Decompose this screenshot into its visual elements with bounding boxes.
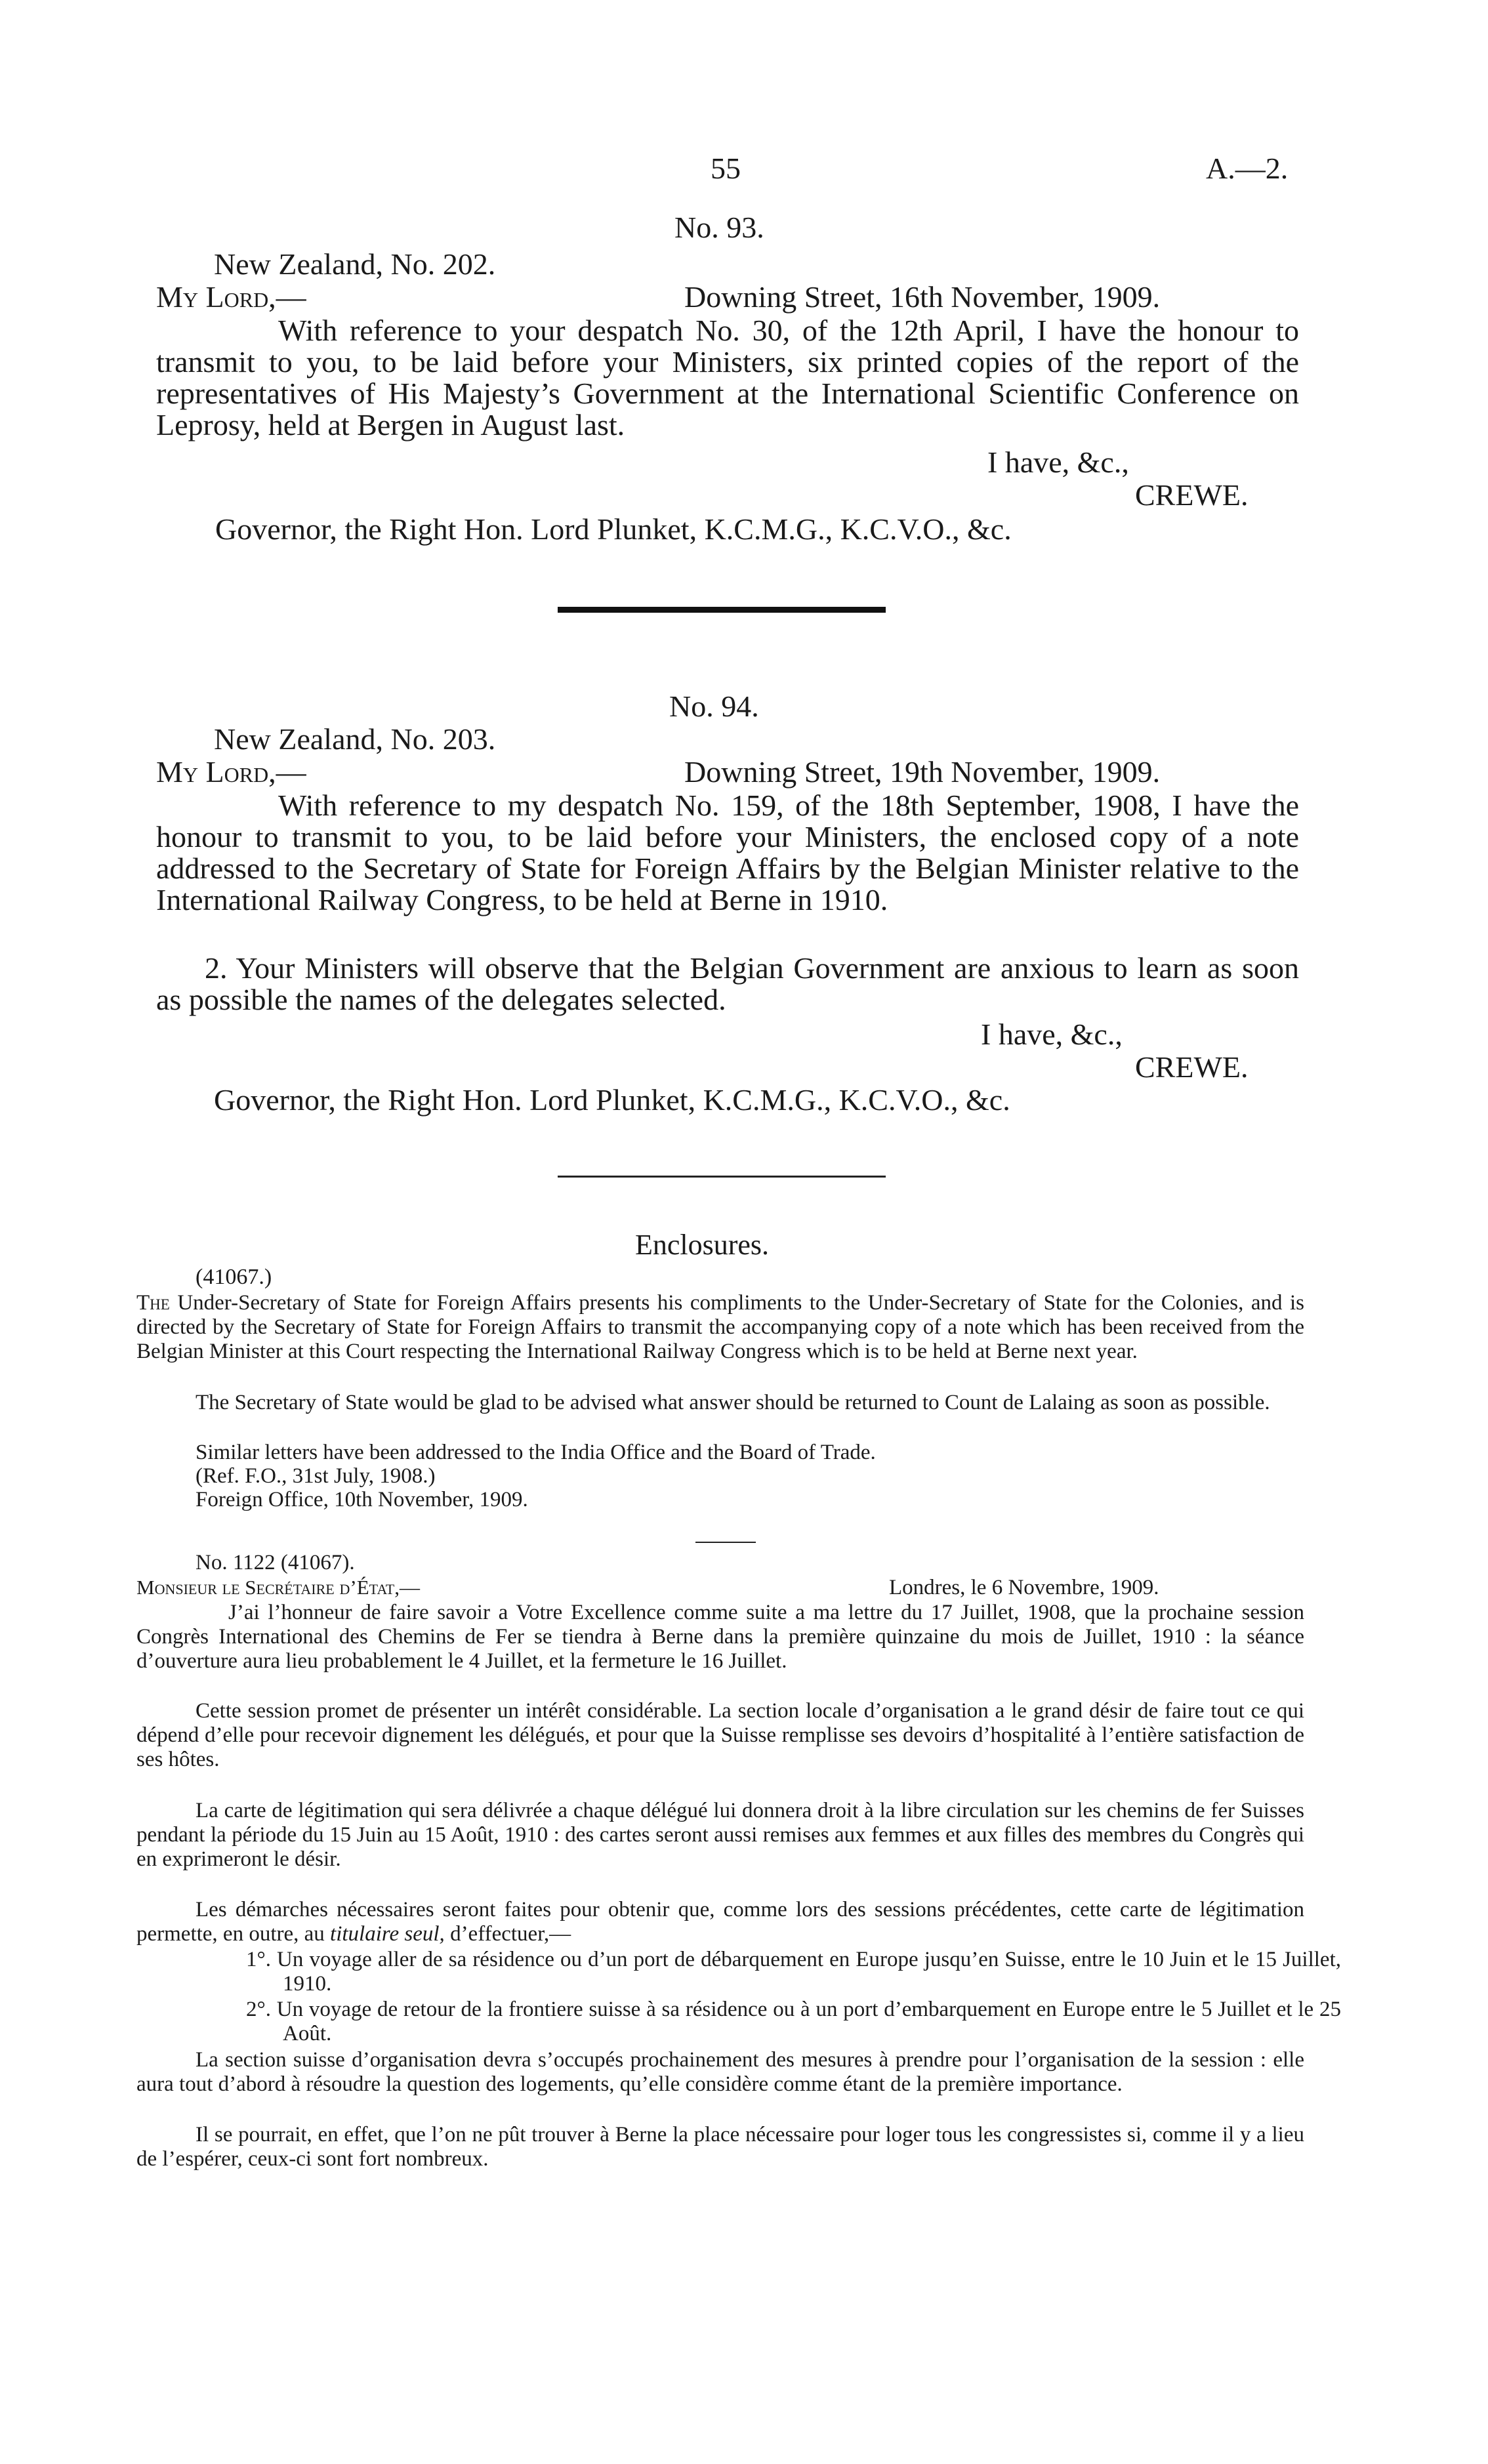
enclosure-2-list-item-1: 1°. Un voyage aller de sa résidence ou d’un port de débarquement en Europe jusqu’en Suisse, entre le 10 Juin et le 15 Juillet, 1910. bbox=[246, 1948, 1341, 1996]
enclosure-2-paragraph-1: J’ai l’honneur de faire savoir a Votre Excellence comme suite a ma lettre du 17 Juillet, 1908, que la prochaine session Congrès International des Chemins de Fer se tiendra à Berne dans la première quinzaine du mois de Juillet, 1910 : la séance d’ouverture aura lieu probablement le 4 Juillet, et la fermeture le 16 Juillet. bbox=[136, 1601, 1304, 1673]
divider-rule bbox=[558, 1176, 886, 1178]
letter-94-closing: I have, &c., bbox=[981, 1017, 1123, 1051]
letter-94-signature: CREWE. bbox=[1135, 1050, 1249, 1084]
enclosure-2-paragraph-4-end: d’effectuer,— bbox=[450, 1922, 571, 1946]
letter-93-closing: I have, &c., bbox=[987, 445, 1129, 479]
short-divider-rule bbox=[695, 1542, 756, 1543]
letter-94-ref: New Zealand, No. 203. bbox=[214, 722, 496, 756]
page-number: 55 bbox=[711, 152, 741, 185]
enclosure-1-paragraph-3: Similar letters have been addressed to the India Office and the Board of Trade. bbox=[196, 1441, 876, 1464]
enclosure-2-ref: No. 1122 (41067). bbox=[196, 1551, 355, 1574]
letter-93-addressee: Governor, the Right Hon. Lord Plunket, K.C.M.G., K.C.V.O., &c. bbox=[215, 512, 1012, 546]
enclosure-2-salutation: Monsieur le Secrétaire d’État,— bbox=[136, 1576, 420, 1599]
letter-94-salutation: My Lord,— bbox=[156, 755, 306, 789]
enclosure-2-paragraph-6: Il se pourrait, en effet, que l’on ne pût trouver à Berne la place nécessaire pour loger tous les congressistes si, comme il y a lieu de l’espérer, ceux-ci sont fort nombreux. bbox=[136, 2123, 1304, 2171]
enclosure-1-ref: (41067.) bbox=[196, 1265, 272, 1289]
section-divider bbox=[558, 607, 886, 613]
letter-93-place-date: Downing Street, 16th November, 1909. bbox=[684, 280, 1161, 314]
enclosure-1-paragraph-1 bbox=[136, 1291, 1304, 1364]
letter-93-number: No. 93. bbox=[674, 211, 764, 244]
letter-94-body-paragraph-1: With reference to my despatch No. 159, of the 18th September, 1908, I have the honour to transmit to you, to be laid before your Ministers, the enclosed copy of a note addressed to the Secretary of State for Foreign Affairs by the Belgian Minister relative to the International Railway Congress, to be held at Berne in 1910. bbox=[156, 789, 1299, 916]
enclosure-2-paragraph-4-text: Les démarches nécessaires seront faites pour obtenir que, comme lors des sessions précédentes, cette carte de légitimation permette, en outre, au bbox=[136, 1898, 1304, 1946]
enclosure-1-ref-2: (Ref. F.O., 31st July, 1908.) bbox=[196, 1464, 436, 1488]
letter-94-addressee: Governor, the Right Hon. Lord Plunket, K.C.M.G., K.C.V.O., &c. bbox=[214, 1083, 1010, 1117]
enclosure-2-paragraph-5: La section suisse d’organisation devra s’occupés prochainement des mesures à prendre pour l’organisation de la session : elle aura tout d’abord à résoudre la question des logements, qu’elle considère comme étant de la première importance. bbox=[136, 2048, 1304, 2096]
letter-93-body: With reference to your despatch No. 30, of the 12th April, I have the honour to transmit to you, to be laid before your Ministers, six printed copies of the report of the representatives of His Majesty’s Government at the International Scientific Conference on Leprosy, held at Bergen in August last. bbox=[156, 314, 1299, 441]
letter-93-signature: CREWE. bbox=[1135, 478, 1249, 512]
enclosure-2-place-date: Londres, le 6 Novembre, 1909. bbox=[889, 1576, 1159, 1599]
enclosure-2-paragraph-2: Cette session promet de présenter un intérêt considérable. La section locale d’organisation a le grand désir de faire tout ce qui dépend d’elle pour recevoir dignement les délégués, et pour que la Suisse remplisse ses devoirs d’hospitalité à l’entière satisfaction de ses hôtes. bbox=[136, 1699, 1304, 1771]
enclosure-1-lead-word: The bbox=[136, 1291, 170, 1315]
letter-94-place-date: Downing Street, 19th November, 1909. bbox=[684, 755, 1161, 789]
enclosure-2-paragraph-3: La carte de légitimation qui sera délivrée a chaque délégué lui donnera droit à la libre circulation sur les chemins de fer Suisses pendant la période du 15 Juin au 15 Août, 1910 : des cartes seront aussi remises aux femmes et aux filles des membres du Congrès qui en exprimeront le désir. bbox=[136, 1799, 1304, 1871]
enclosure-1-paragraph-1-text: Under-Secretary of State for Foreign Affairs presents his compliments to the Under-Secretary of State for the Colonies, and is directed by the Secretary of State for Foreign Affairs to transmit the accompanying copy of a note which has been received from the Belgian Minister at this Court respecting the International Railway Congress which is to be held at Berne next year. bbox=[136, 1291, 1304, 1363]
enclosure-2-list-item-2: 2°. Un voyage de retour de la frontiere suisse à sa résidence ou à un port d’embarquement en Europe entre le 5 Juillet et le 25 Août. bbox=[246, 1998, 1341, 2045]
letter-93-salutation: My Lord,— bbox=[156, 280, 306, 314]
document-reference: A.—2. bbox=[1206, 152, 1289, 185]
enclosures-heading: Enclosures. bbox=[635, 1229, 770, 1261]
enclosure-2-paragraph-4 bbox=[136, 1898, 1304, 1946]
letter-93-ref: New Zealand, No. 202. bbox=[214, 247, 496, 281]
letter-94-number: No. 94. bbox=[669, 689, 759, 723]
enclosure-1-paragraph-2: The Secretary of State would be glad to be advised what answer should be returned to Count de Lalaing as soon as possible. bbox=[196, 1391, 1270, 1414]
letter-94-body-paragraph-2: 2. Your Ministers will observe that the Belgian Government are anxious to learn as soon as possible the names of the delegates selected. bbox=[156, 951, 1299, 1016]
enclosure-1-signoff: Foreign Office, 10th November, 1909. bbox=[196, 1488, 528, 1511]
enclosure-2-paragraph-4-emphasis: titulaire seul, bbox=[330, 1922, 445, 1946]
